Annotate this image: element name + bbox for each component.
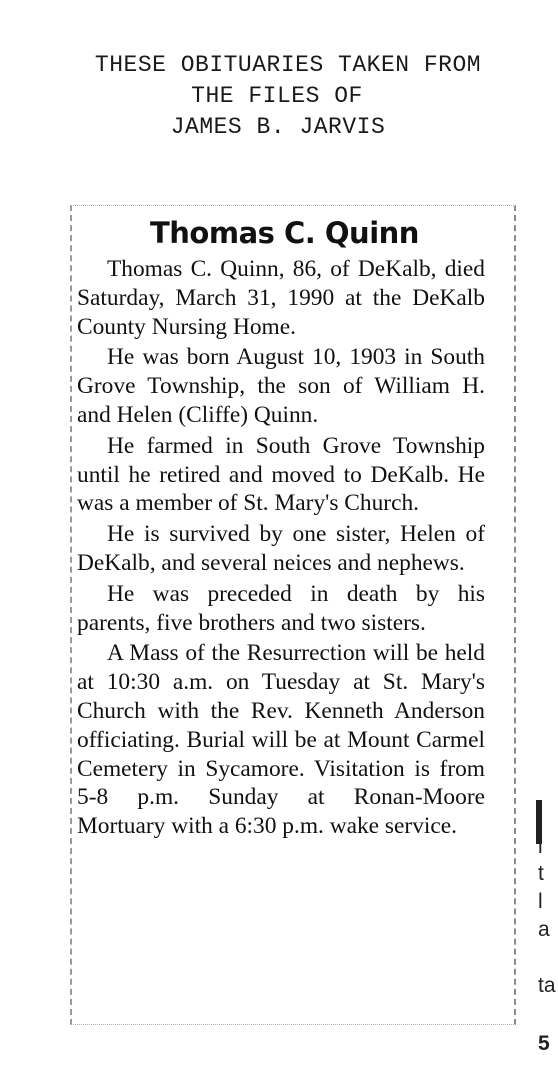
obituary-paragraph: He was preceded in death by his parents, five brothers and two sisters.	[77, 580, 485, 636]
header-line-3: JAMES B. JARVIS	[170, 114, 386, 140]
edge-fragment: a	[538, 918, 550, 941]
obituary-title: Thomas C. Quinn	[150, 216, 419, 250]
edge-fragment: i	[538, 835, 543, 858]
file-header	[0, 50, 552, 143]
edge-fragment: l	[538, 890, 543, 913]
obituary-paragraph: He was born August 10, 1903 in South Grove Township, the son of William H. and Helen (Cliffe) Quinn.	[77, 344, 485, 428]
obituary-paragraph: He farmed in South Grove Township until he retired and moved to DeKalb. He was a member of St. Mary's Church.	[77, 432, 485, 517]
edge-fragment: ta	[538, 974, 556, 997]
obituary-body	[77, 255, 485, 843]
header-line-1: THESE OBITUARIES TAKEN FROM	[94, 52, 482, 78]
obituary-paragraph: Thomas C. Quinn, 86, of DeKalb, died Saturday, March 31, 1990 at the DeKalb County Nursing Home.	[77, 256, 485, 340]
obituary-paragraph: A Mass of the Resurrection will be held at 10:30 a.m. on Tuesday at St. Mary's Church with the Rev. Kenneth Anderson officiating. Burial will be at Mount Carmel Cemetery in Sycamore. Visitation is from 5-8 p.m. Sunday at Ronan-Moore Mortuary with a 6:30 p.m. wake service.	[77, 640, 485, 840]
edge-fragment: t	[538, 862, 544, 885]
obituary-paragraph: He is survived by one sister, Helen of DeKalb, and several neices and nephews.	[77, 521, 485, 576]
header-line-2: THE FILES OF	[191, 83, 363, 109]
edge-fragment: 5	[538, 1032, 550, 1055]
